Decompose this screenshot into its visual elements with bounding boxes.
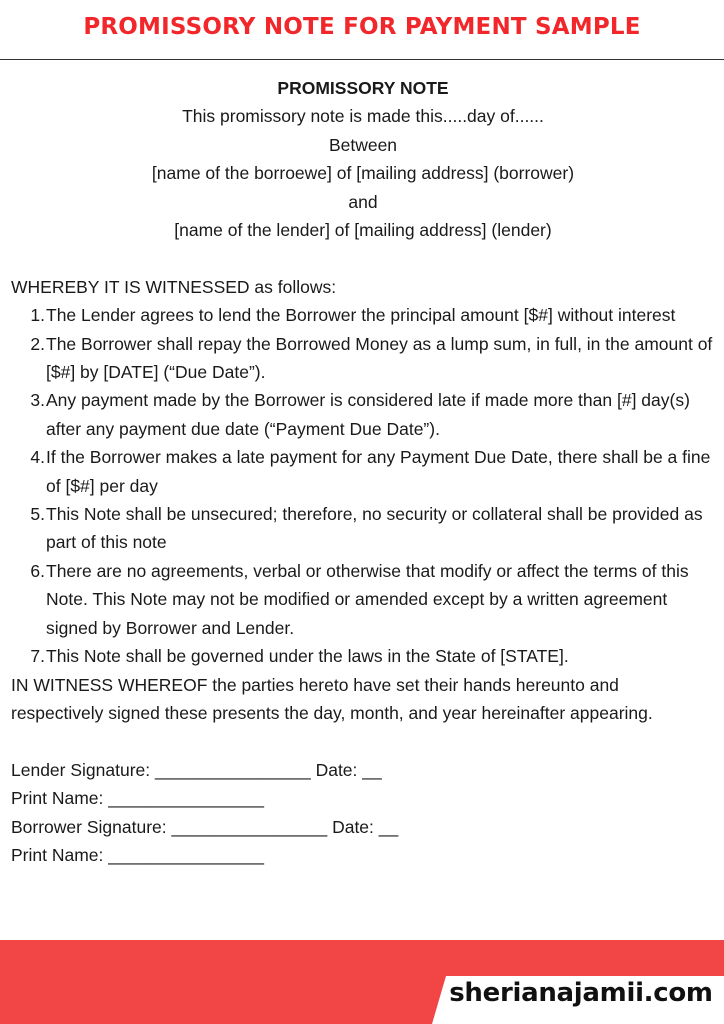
witnessed-statement: WHEREBY IT IS WITNESSED as follows: (11, 276, 337, 297)
clause-item (11, 330, 715, 387)
clause-text: The Borrower shall repay the Borrowed Money as a lump sum, in full, in the amount of [$#] by [DATE] (“Due Date”). (46, 333, 713, 383)
promissory-note-document (11, 74, 715, 869)
spacer (11, 727, 715, 755)
banner-title: PROMISSORY NOTE FOR PAYMENT SAMPLE (83, 14, 641, 40)
clause-number: 4. (30, 447, 45, 468)
clause-list (11, 301, 715, 670)
clause-number: 6. (30, 560, 45, 581)
site-watermark: sherianajamii.com (449, 978, 713, 1008)
clause-text: The Lender agrees to lend the Borrower the principal amount [$#] without interest (46, 305, 676, 326)
clause-text: If the Borrower makes a late payment for any Payment Due Date, there shall be a fine of [$#] per day (46, 447, 711, 496)
spacer (11, 244, 715, 272)
clause-item (11, 443, 715, 500)
clause-number: 5. (30, 504, 45, 525)
between-label: Between (328, 134, 398, 155)
intro-line: This promissory note is made this.....day of...... (182, 106, 544, 127)
lender-print-name-line: Print Name: ________________ (11, 788, 264, 809)
lender-party: [name of the lender] of [mailing address] (lender) (174, 220, 552, 241)
clause-text: Any payment made by the Borrower is considered late if made more than [#] day(s) after any payment due date (“Payment Due Date”). (46, 390, 690, 439)
clause-item (11, 386, 715, 443)
clause-item (11, 500, 715, 557)
note-header (11, 74, 715, 244)
and-label: and (348, 191, 378, 212)
note-heading: PROMISSORY NOTE (277, 78, 449, 98)
title-divider (0, 59, 724, 60)
clause-item (11, 642, 715, 670)
clause-item (11, 301, 715, 329)
clause-text: This Note shall be unsecured; therefore, no security or collateral shall be provided as part of this note (46, 504, 703, 553)
borrower-signature-line: Borrower Signature: ________________ Date: __ (11, 816, 399, 837)
borrower-print-name-line: Print Name: ________________ (11, 844, 264, 865)
borrower-party: [name of the borroewe] of [mailing address] (borrower) (151, 163, 575, 184)
clause-number: 3. (30, 390, 45, 411)
clause-number: 1. (30, 305, 45, 326)
clause-text: This Note shall be governed under the laws in the State of [STATE]. (46, 646, 569, 667)
witness-whereof-paragraph: IN WITNESS WHEREOF the parties hereto have set their hands hereunto and respectively signed these presents the day, month, and year hereinafter appearing. (11, 674, 653, 723)
lender-signature-line: Lender Signature: ________________ Date: __ (11, 759, 382, 780)
clause-text: There are no agreements, verbal or otherwise that modify or affect the terms of this Note. This Note may not be modified or amended except by a written agreement signed by Borrower and Lender. (46, 560, 689, 638)
clause-number: 2. (30, 333, 45, 354)
clause-number: 7. (30, 646, 45, 667)
clause-item (11, 557, 715, 642)
